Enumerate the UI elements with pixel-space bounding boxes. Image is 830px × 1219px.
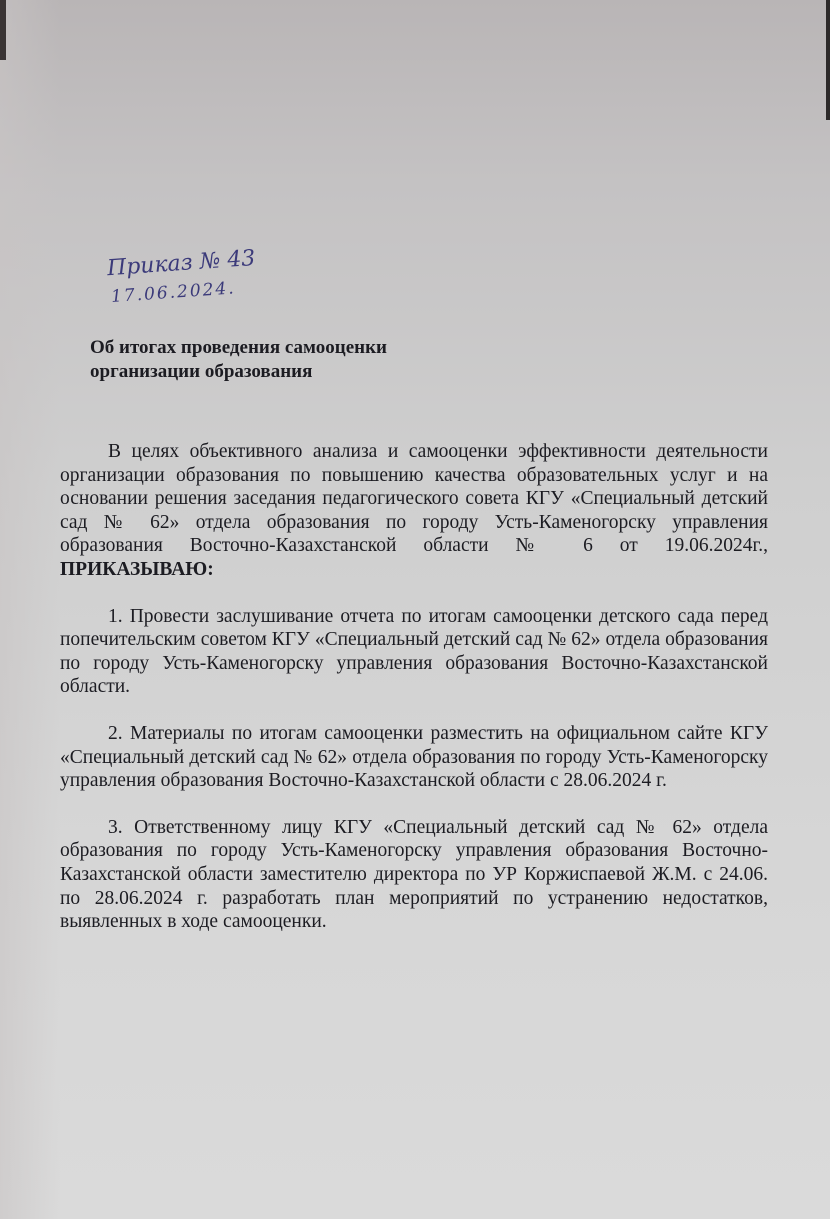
page-edge-right: [826, 0, 830, 120]
title-line-1: Об итогах проведения самооценки: [90, 337, 387, 358]
handwritten-order-date: 17.06.2024.: [110, 278, 237, 307]
handwritten-order-number: Приказ № 43: [106, 245, 257, 282]
document-body: [60, 440, 768, 934]
order-item-3: 3. Ответственному лицу КГУ «Специальный детский сад № 62» отдела образования по городу Усть-Каменогорску управления образования Восточно-Казахстанской области заместителю директора по УР Коржиспаевой Ж.М. с 24.06. по 28.06.2024 г. разработать план мероприятий по устранению недостатков, выявленных в ходе самооценки.: [60, 816, 768, 933]
document-title: [90, 336, 387, 384]
order-item-1: 1. Провести заслушивание отчета по итогам самооценки детского сада перед попечительским советом КГУ «Специальный детский сад № 62» отдела образования по городу Усть-Каменогорску управления образования Восточно-Казахстанской области.: [60, 605, 768, 698]
title-line-2: организации образования: [90, 361, 313, 382]
preamble-paragraph: [60, 440, 768, 582]
handwritten-annotation: [106, 245, 258, 311]
preamble-text: В целях объективного анализа и самооценки эффективности деятельности организации образования по повышению качества образовательных услуг и на основании решения заседания педагогического совета КГУ «Специальный детский сад № 62» отдела образования по городу Усть-Каменогорску управления образования Восточно-Казахстанской области № 6 от 19.06.2024г.,: [60, 441, 768, 557]
page-edge-left: [0, 0, 6, 60]
page-shadow: [0, 0, 60, 1219]
order-word: ПРИКАЗЫВАЮ:: [60, 558, 214, 580]
order-item-2: 2. Материалы по итогам самооценки разместить на официальном сайте КГУ «Специальный детский сад № 62» отдела образования по городу Усть-Каменогорску управления образования Восточно-Казахстанской области с 28.06.2024 г.: [60, 722, 768, 792]
